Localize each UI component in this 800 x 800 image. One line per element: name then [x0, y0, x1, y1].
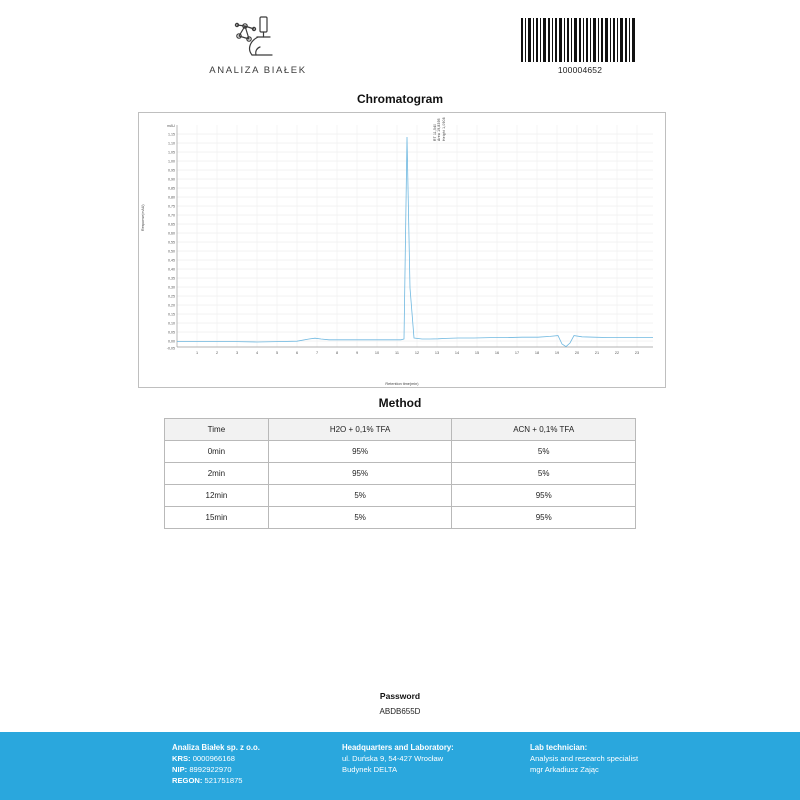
address-line-2: Budynek DELTA: [342, 765, 398, 774]
cell-h2o: 5%: [268, 507, 452, 529]
column-header-time: Time: [165, 419, 269, 441]
table-row: [165, 441, 636, 463]
svg-text:-0,05: -0,05: [166, 346, 175, 351]
document-header: [0, 8, 800, 88]
peak-height: Height 1,0908: [441, 117, 446, 141]
address-title: Headquarters and Laboratory:: [342, 743, 454, 752]
table-row: [165, 485, 636, 507]
logo-block: [168, 12, 348, 76]
svg-text:6: 6: [295, 351, 299, 355]
address-line-1: ul. Duńska 9, 54-427 Wrocław: [342, 754, 444, 763]
method-title: Method: [378, 396, 422, 410]
svg-text:0,80: 0,80: [168, 195, 175, 200]
svg-text:4: 4: [255, 351, 259, 355]
technician-line-1: Analysis and research specialist: [530, 754, 639, 763]
technician-title: Lab technician:: [530, 743, 588, 752]
svg-text:1,10: 1,10: [168, 141, 175, 146]
svg-text:0,70: 0,70: [168, 213, 175, 218]
document-footer: [0, 732, 800, 800]
svg-text:5: 5: [275, 351, 279, 355]
password-label: Password: [379, 691, 421, 701]
svg-text:0,30: 0,30: [168, 285, 175, 290]
password-block: [0, 691, 800, 716]
svg-text:0,15: 0,15: [168, 312, 175, 317]
table-row: [165, 463, 636, 485]
footer-address: [342, 742, 532, 775]
cell-time: 12min: [165, 485, 269, 507]
cell-time: 2min: [165, 463, 269, 485]
cell-acn: 5%: [452, 463, 636, 485]
svg-text:0,40: 0,40: [168, 267, 175, 272]
svg-text:9: 9: [355, 351, 359, 355]
nip-value: 8992922970: [189, 765, 232, 774]
footer-company: [172, 742, 362, 786]
barcode-number: 100004652: [557, 65, 603, 75]
chart-y-axis-label: Response(mAU): [141, 204, 145, 231]
cell-acn: 5%: [452, 441, 636, 463]
chromatogram-chart: [138, 112, 666, 388]
svg-text:mAU: mAU: [167, 124, 175, 128]
svg-text:1: 1: [195, 351, 199, 355]
svg-text:12: 12: [414, 351, 420, 355]
column-header-h2o: H2O + 0,1% TFA: [268, 419, 452, 441]
svg-text:0,10: 0,10: [168, 321, 175, 326]
svg-text:21: 21: [594, 351, 600, 355]
krs-label: KRS:: [172, 754, 191, 763]
company-krs: [172, 753, 362, 764]
cell-h2o: 95%: [268, 441, 452, 463]
svg-text:15: 15: [474, 351, 480, 355]
peak-area: Area 19,8395: [437, 118, 442, 141]
company-regon: [172, 775, 362, 786]
chart-svg: [139, 113, 667, 389]
technician-line-2: mgr Arkadiusz Zając: [530, 765, 599, 774]
table-header-row: [165, 419, 636, 441]
microscope-icon: [227, 12, 289, 60]
svg-text:0,25: 0,25: [168, 294, 175, 299]
cell-acn: 95%: [452, 485, 636, 507]
cell-h2o: 95%: [268, 463, 452, 485]
svg-text:0,35: 0,35: [168, 276, 175, 281]
svg-text:1,05: 1,05: [168, 150, 175, 155]
barcode-block: [520, 18, 640, 75]
svg-text:7: 7: [315, 351, 319, 355]
svg-text:14: 14: [454, 351, 460, 355]
chart-plot-area: [139, 113, 665, 387]
svg-text:0,75: 0,75: [168, 204, 175, 209]
svg-text:0,85: 0,85: [168, 186, 175, 191]
svg-text:20: 20: [574, 351, 580, 355]
method-table: [164, 418, 636, 529]
barcode-icon: [520, 18, 638, 62]
peak-annotation: [433, 117, 446, 141]
nip-label: NIP:: [172, 765, 188, 774]
svg-text:2: 2: [215, 351, 219, 355]
cell-time: 0min: [165, 441, 269, 463]
svg-text:0,60: 0,60: [168, 231, 175, 236]
column-header-acn: ACN + 0,1% TFA: [452, 419, 636, 441]
svg-text:13: 13: [434, 351, 440, 355]
svg-text:22: 22: [614, 351, 620, 355]
svg-text:0,90: 0,90: [168, 177, 175, 182]
svg-text:0,95: 0,95: [168, 168, 175, 173]
regon-label: REGON:: [172, 776, 203, 785]
svg-text:10: 10: [374, 351, 380, 355]
cell-acn: 95%: [452, 507, 636, 529]
svg-text:0,00: 0,00: [168, 339, 175, 344]
svg-text:1,00: 1,00: [168, 159, 175, 164]
peak-rt: RT 11,540: [433, 123, 437, 141]
svg-text:17: 17: [514, 351, 520, 355]
footer-technician: [530, 742, 710, 775]
cell-time: 15min: [165, 507, 269, 529]
regon-value: 521751875: [204, 776, 243, 785]
password-value: ABDB655D: [379, 707, 421, 716]
svg-text:23: 23: [634, 351, 640, 355]
svg-text:3: 3: [235, 351, 239, 355]
svg-text:16: 16: [494, 351, 500, 355]
svg-text:0,05: 0,05: [168, 330, 175, 335]
company-name: Analiza Białek sp. z o.o.: [172, 743, 260, 752]
svg-text:0,65: 0,65: [168, 222, 175, 227]
svg-text:0,20: 0,20: [168, 303, 175, 308]
svg-text:0,45: 0,45: [168, 258, 175, 263]
svg-text:18: 18: [534, 351, 540, 355]
svg-text:19: 19: [554, 351, 560, 355]
chart-x-axis-label: Retention time(min): [385, 382, 419, 386]
krs-value: 0000966168: [192, 754, 235, 763]
svg-text:1,15: 1,15: [168, 132, 175, 137]
logo-text: ANALIZA BIAŁEK: [209, 65, 307, 76]
svg-text:0,50: 0,50: [168, 249, 175, 254]
table-row: [165, 507, 636, 529]
svg-text:0,55: 0,55: [168, 240, 175, 245]
svg-text:11: 11: [395, 351, 399, 355]
cell-h2o: 5%: [268, 485, 452, 507]
company-nip: [172, 764, 362, 775]
chromatogram-title: Chromatogram: [356, 92, 443, 106]
svg-text:8: 8: [335, 351, 339, 355]
